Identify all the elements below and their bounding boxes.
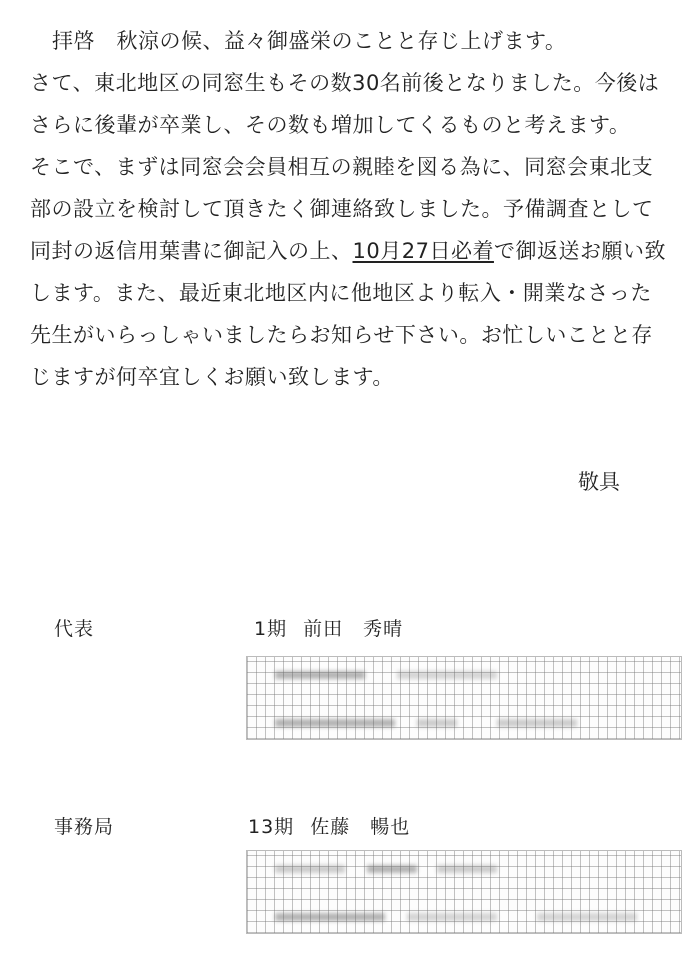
- secretariat-term: 13期: [248, 816, 295, 838]
- deadline-date: 10月27日必着: [352, 239, 494, 263]
- letter-line: さて、東北地区の同窓生もその数30名前後となりました。今後は: [30, 71, 660, 95]
- secretariat-name: [248, 812, 430, 839]
- secretariat-given-name: 暢也: [370, 816, 411, 838]
- letter-line: 部の設立を検討して頂きたく御連絡致しました。予備調査として: [30, 197, 654, 221]
- secretariat-family-name: 佐藤: [310, 816, 351, 838]
- letter-line: そこで、まずは同窓会会員相互の親睦を図る為に、同窓会東北支: [30, 155, 654, 179]
- representative-label: 代表: [54, 618, 95, 640]
- letter-text: 同封の返信用葉書に御記入の上、: [30, 239, 353, 263]
- letter-text: で御返送お願い致: [493, 239, 666, 263]
- letter-line: します。また、最近東北地区内に他地区より転入・開業なさった: [30, 281, 652, 305]
- closing-keigu: 敬具: [578, 470, 620, 494]
- letter-line: さらに後輩が卒業し、その数も増加してくるものと考えます。: [30, 113, 631, 137]
- representative-family-name: 前田: [303, 618, 344, 640]
- letter-line: じますが何卒宜しくお願い致します。: [30, 365, 394, 389]
- letter-body: [30, 28, 680, 406]
- redacted-contact-block: [246, 850, 682, 934]
- redacted-contact-block: [246, 656, 682, 740]
- letter-line-deadline: [30, 238, 680, 264]
- letter-line: 先生がいらっしゃいましたらお知らせ下さい。お忙しいことと存: [30, 323, 653, 347]
- letter-line-opening: 拝啓 秋涼の候、益々御盛栄のことと存じ上げます。: [52, 29, 567, 53]
- representative-given-name: 秀晴: [363, 618, 404, 640]
- representative-term: 1期: [254, 618, 288, 640]
- representative-name: [254, 614, 423, 641]
- secretariat-label: 事務局: [54, 816, 115, 838]
